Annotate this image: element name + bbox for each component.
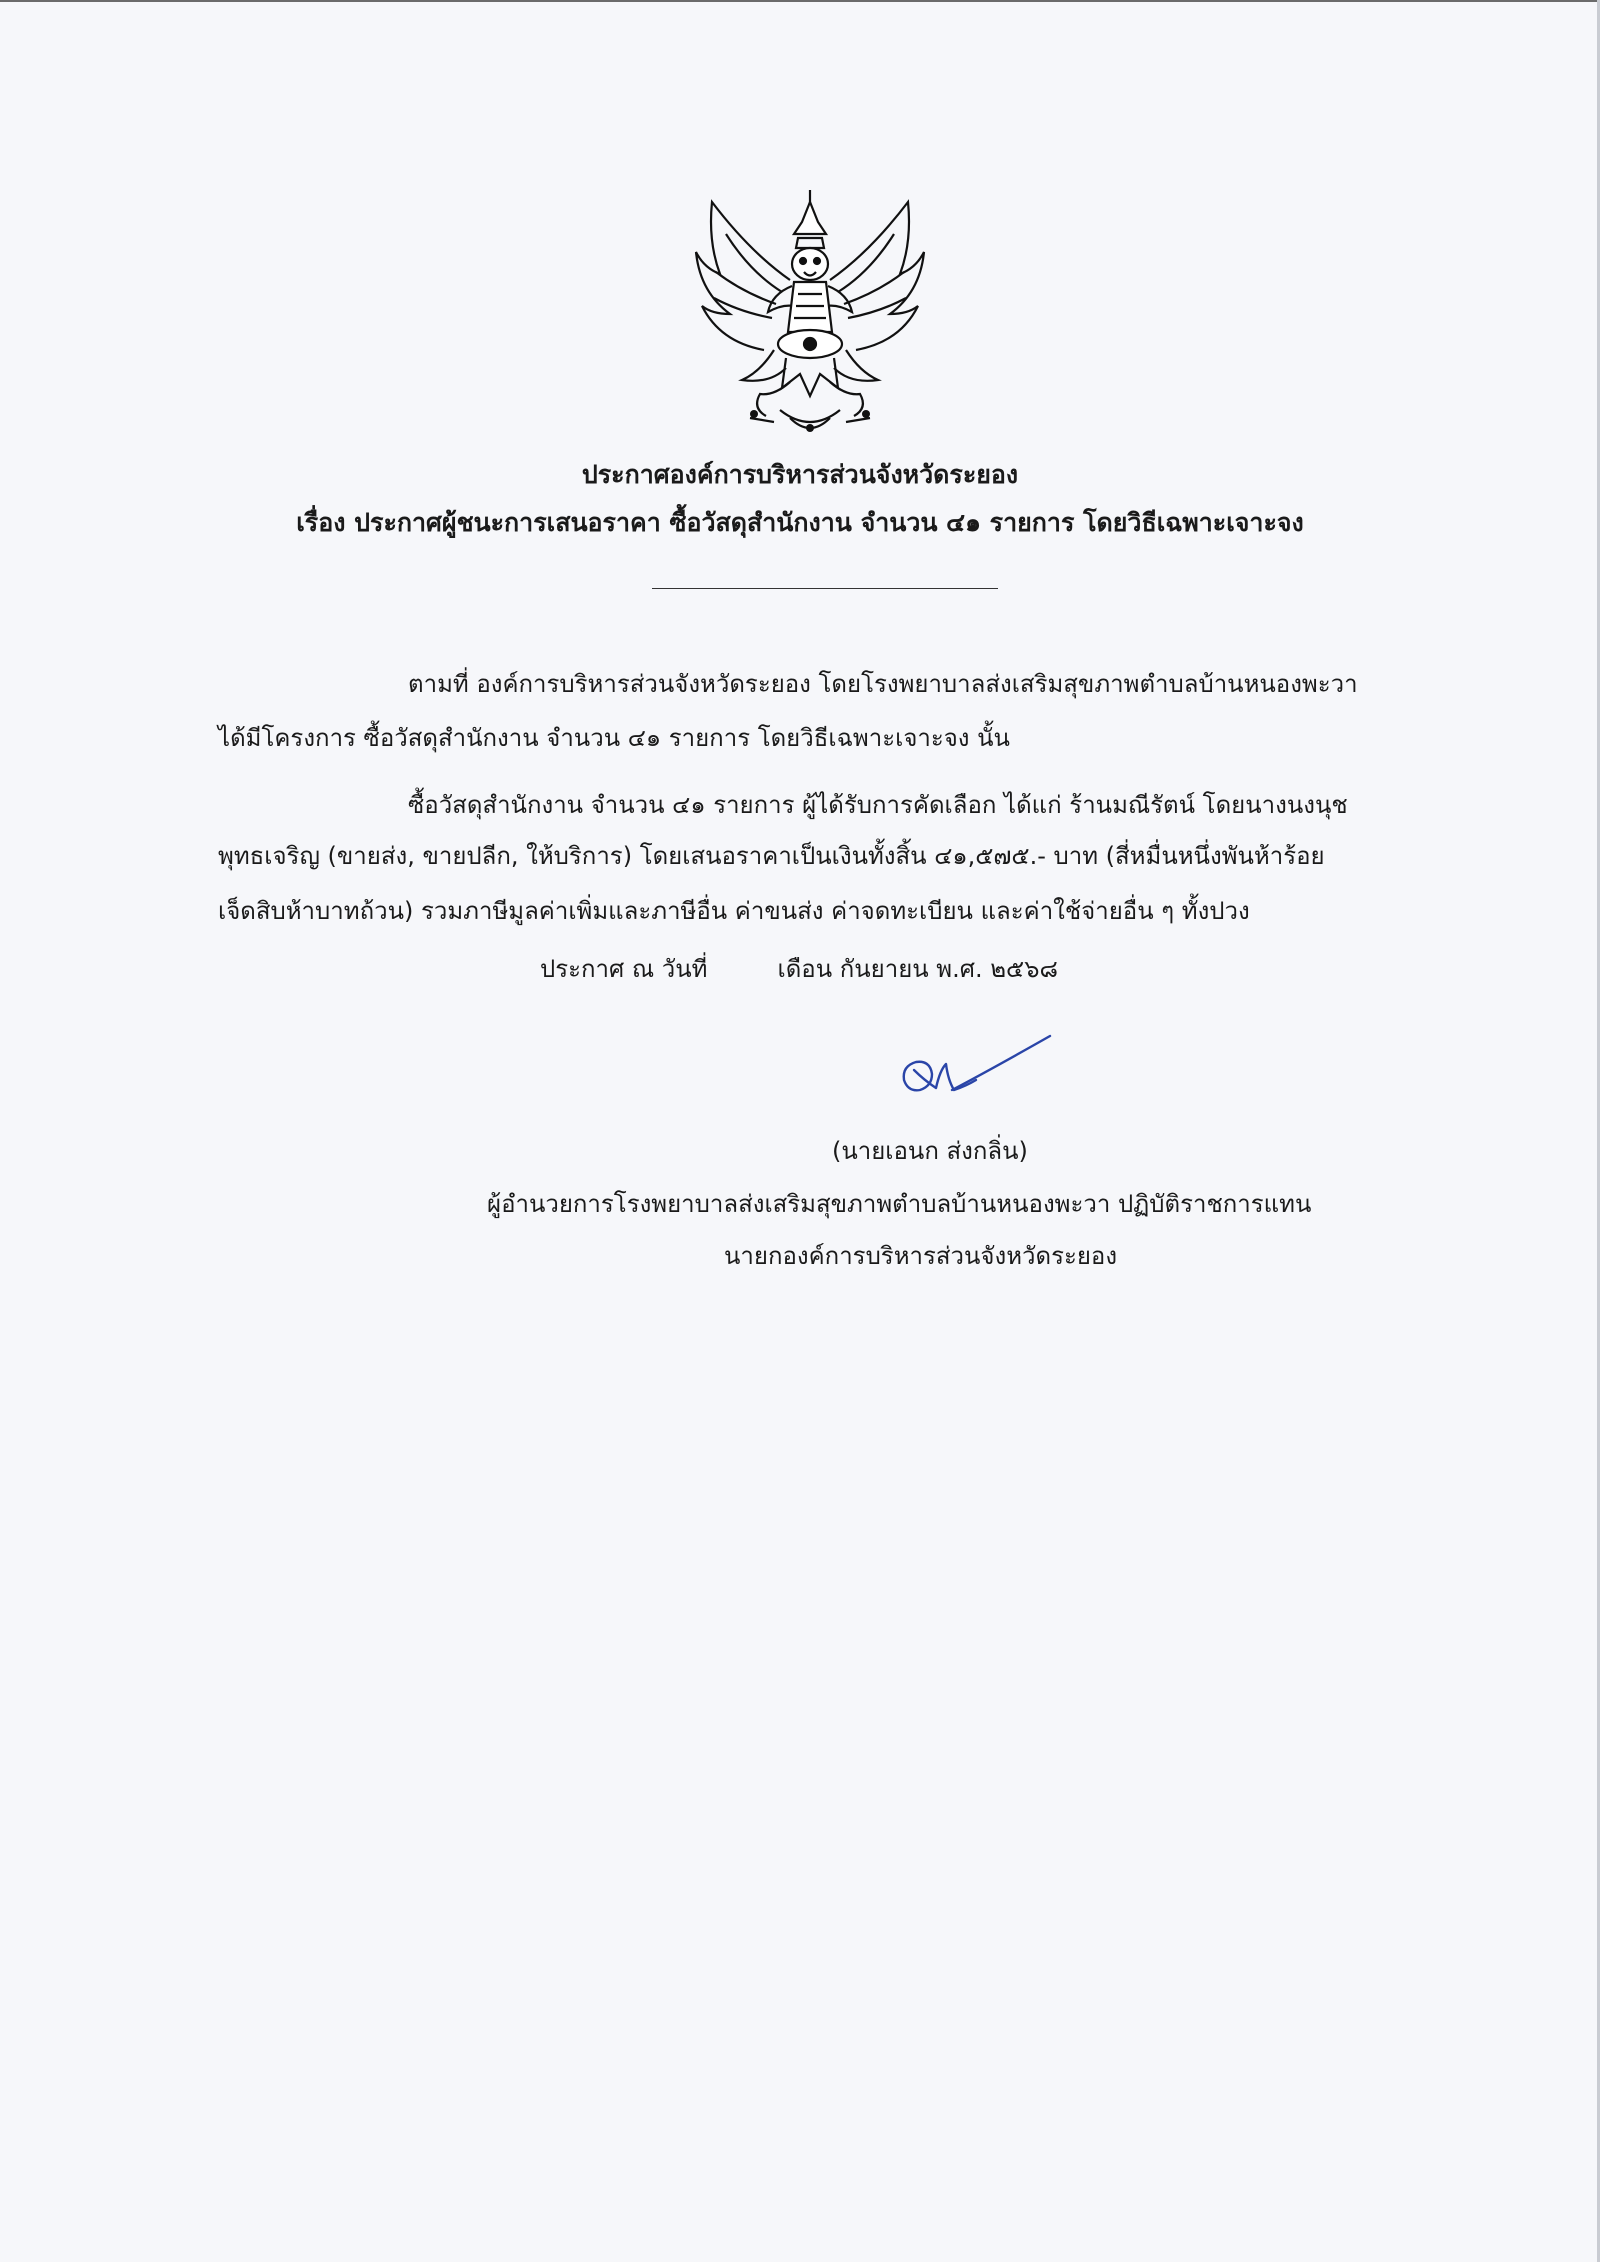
announcement-date xyxy=(540,953,1058,985)
paragraph-2-line-1: ซื้อวัสดุสำนักงาน จำนวน ๔๑ รายการ ผู้ได้รับการคัดเลือก ได้แก่ ร้านมณีรัตน์ โดยนางนงนุช xyxy=(408,791,1348,819)
paragraph-1-line-2: ได้มีโครงการ ซื้อวัสดุสำนักงาน จำนวน ๔๑ รายการ โดยวิธีเฉพาะเจาะจง นั้น xyxy=(218,724,1010,752)
handwritten-signature-icon xyxy=(890,1030,1070,1120)
scan-edge-top xyxy=(0,0,1600,2)
announcement-title: ประกาศองค์การบริหารส่วนจังหวัดระยอง xyxy=(581,460,1019,489)
paragraph-2-line-3: เจ็ดสิบห้าบาทถ้วน) รวมภาษีมูลค่าเพิ่มและภาษีอื่น ค่าขนส่ง ค่าจดทะเบียน และค่าใช้จ่ายอื่น ๆ ทั้งปวง xyxy=(218,897,1250,925)
announcement-date-prefix: ประกาศ ณ วันที่ xyxy=(540,955,708,983)
paragraph-1-line-1: ตามที่ องค์การบริหารส่วนจังหวัดระยอง โดยโรงพยาบาลส่งเสริมสุขภาพตำบลบ้านหนองพะวา xyxy=(408,670,1358,698)
announcement-subject: เรื่อง ประกาศผู้ชนะการเสนอราคา ซื้อวัสดุสำนักงาน จำนวน ๔๑ รายการ โดยวิธีเฉพาะเจาะจง xyxy=(296,508,1304,537)
signer-name: (นายเอนก ส่งกลิ่น) xyxy=(832,1137,1028,1165)
garuda-emblem-icon xyxy=(690,182,930,442)
paragraph-2-line-2: พุทธเจริญ (ขายส่ง, ขายปลีก, ให้บริการ) โดยเสนอราคาเป็นเงินทั้งสิ้น ๔๑,๕๗๕.- บาท (สี่หมื่นหนึ่งพันห้าร้อย xyxy=(218,842,1325,870)
title-divider xyxy=(652,588,998,589)
signer-position-line-2: นายกองค์การบริหารส่วนจังหวัดระยอง xyxy=(724,1242,1118,1270)
announcement-date-suffix: เดือน กันยายน พ.ศ. ๒๕๖๘ xyxy=(777,955,1058,983)
signer-position-line-1: ผู้อำนวยการโรงพยาบาลส่งเสริมสุขภาพตำบลบ้านหนองพะวา ปฏิบัติราชการแทน xyxy=(487,1190,1312,1218)
